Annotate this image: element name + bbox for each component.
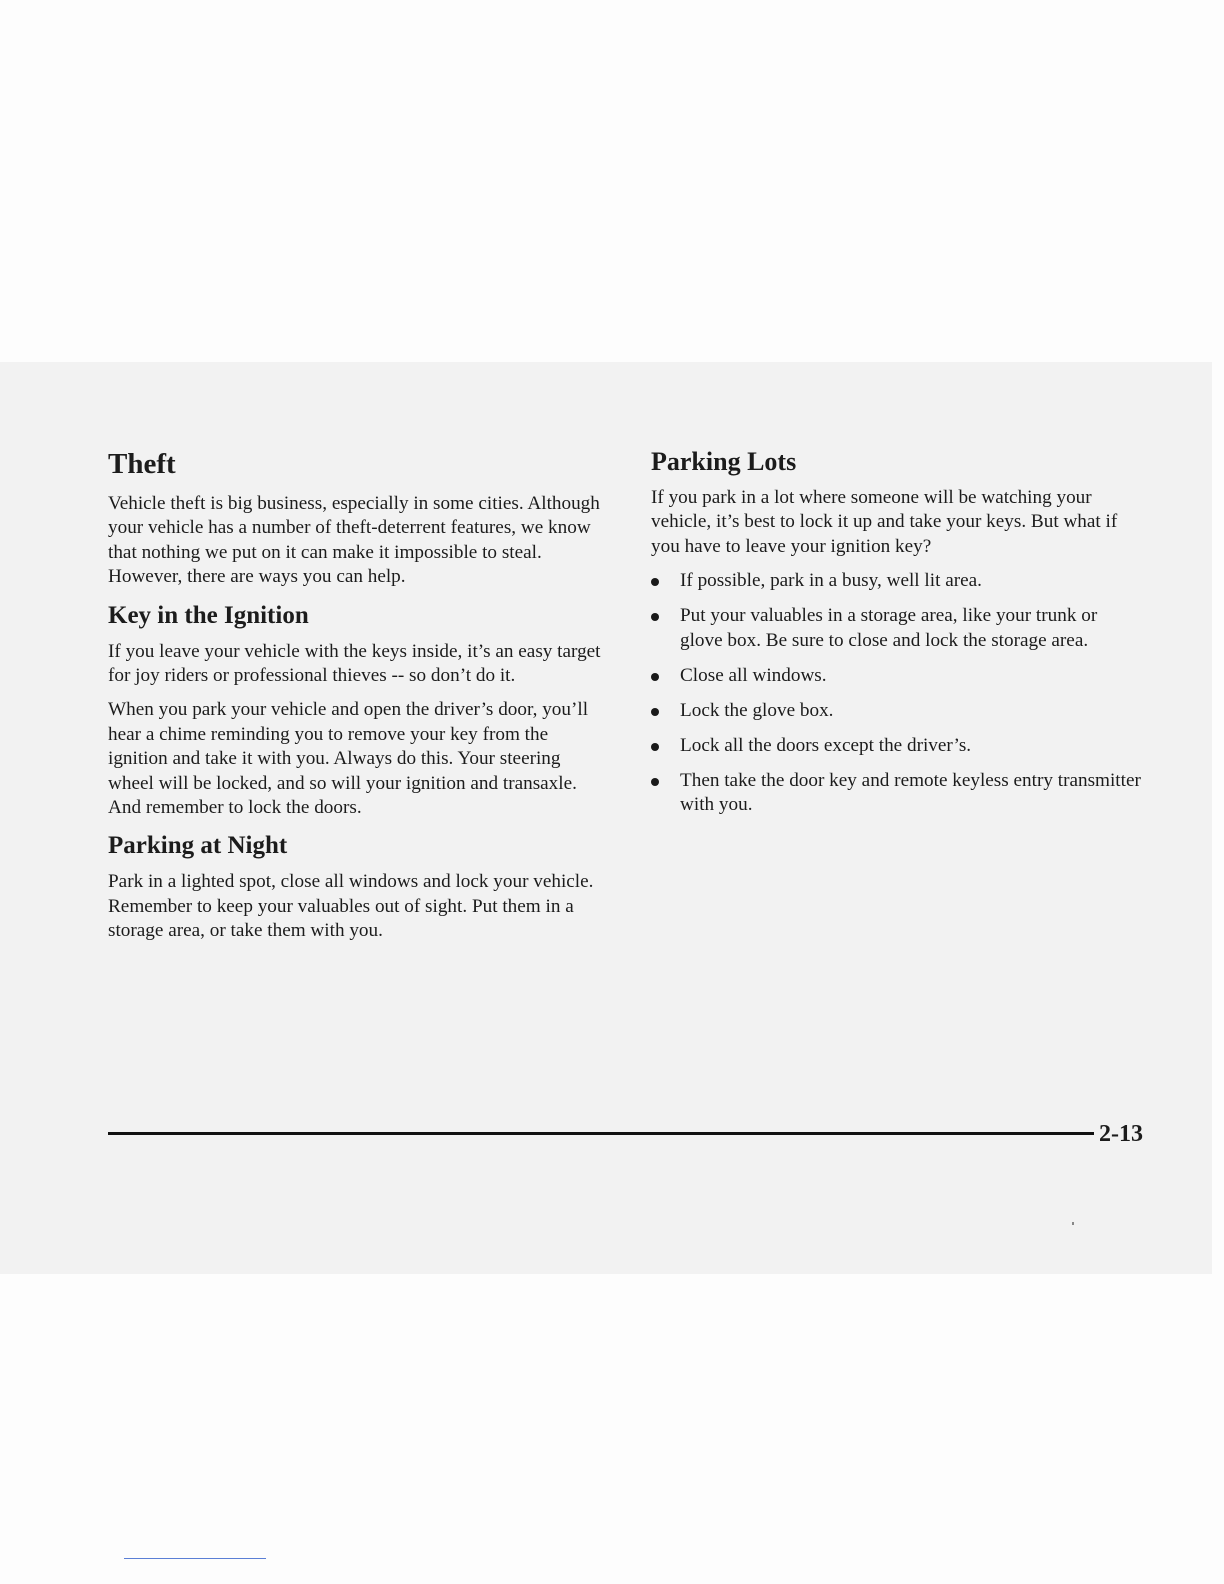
bullet-icon	[651, 613, 659, 621]
right-column	[651, 446, 1141, 828]
bullet-icon	[651, 708, 659, 716]
scan-speck	[1072, 1222, 1074, 1225]
left-column	[108, 446, 608, 954]
list-item	[651, 664, 1141, 688]
bullet-icon	[651, 578, 659, 586]
theft-body: Vehicle theft is big business, especially in some cities. Although your vehicle has a number of theft-deterrent features, we know that nothing we put on it can make it impossible to steal. However, there are ways you can help.	[108, 493, 600, 588]
bullet-icon	[651, 778, 659, 786]
key-in-ignition-paragraph-2: When you park your vehicle and open the driver’s door, you’ll hear a chime reminding you to remove your key from the ignition and take it with you. Always do this. Your steering wheel will be locked, and so will your ignition and transaxle. And remember to lock the doors.	[108, 699, 589, 819]
parking-lots-body: If you park in a lot where someone will be watching your vehicle, it’s best to lock it up and take your keys. But what if you have to leave your ignition key?	[651, 487, 1118, 557]
bullet-icon	[651, 743, 659, 751]
theft-heading: Theft	[108, 448, 176, 480]
parking-lots-bullet-list	[651, 569, 1141, 817]
list-item-text: Put your valuables in a storage area, like your trunk or glove box. Be sure to close and lock the storage area.	[680, 605, 1098, 651]
list-item-text: Then take the door key and remote keyless entry transmitter with you.	[680, 769, 1141, 816]
page-number: 2-13	[1099, 1121, 1143, 1147]
list-item-text: Close all windows.	[680, 664, 827, 686]
list-item	[651, 734, 1141, 758]
list-item	[651, 569, 1141, 593]
parking-at-night-body: Park in a lighted spot, close all windows and lock your vehicle. Remember to keep your valuables out of sight. Put them in a storage area, or take them with you.	[108, 871, 594, 942]
key-in-ignition-paragraph-1: If you leave your vehicle with the keys inside, it’s an easy target for joy riders or professional thieves -- so don’t do it.	[108, 640, 601, 687]
list-item	[651, 604, 1141, 653]
bullet-icon	[651, 673, 659, 681]
list-item	[651, 769, 1141, 818]
key-in-ignition-heading: Key in the Ignition	[108, 601, 309, 629]
list-item-text: Lock the glove box.	[680, 699, 834, 721]
bottom-underline	[124, 1558, 266, 1559]
footer-rule	[108, 1132, 1094, 1135]
list-item-text: Lock all the doors except the driver’s.	[680, 734, 972, 756]
list-item-text: If possible, park in a busy, well lit area.	[680, 570, 982, 592]
parking-at-night-heading: Parking at Night	[108, 832, 288, 860]
list-item	[651, 699, 1141, 723]
parking-lots-heading: Parking Lots	[651, 447, 797, 476]
